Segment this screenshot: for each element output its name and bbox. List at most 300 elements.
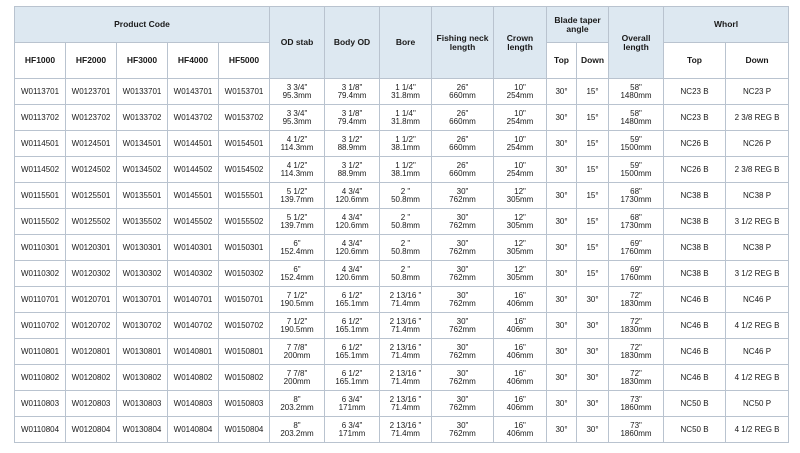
overall-length-cell-line2: 1860mm (620, 402, 652, 412)
product-code-cell: W0150702 (219, 313, 270, 339)
bore-cell-line1: 1 1/2" (395, 134, 416, 144)
whorl-down-cell: NC50 P (726, 391, 789, 417)
product-code-cell: W0110301 (15, 235, 66, 261)
whorl-down-cell: NC26 P (726, 131, 789, 157)
overall-length-cell-line1: 69" (630, 264, 642, 274)
od-stab-cell-line1: 5 1/2" (286, 186, 308, 196)
blade-taper-header (547, 7, 609, 43)
product-code-cell: W0115502 (15, 209, 66, 235)
overall-length-cell (609, 183, 664, 209)
overall-length-header (609, 7, 664, 79)
product-code-cell: W0150302 (219, 261, 270, 287)
od-stab-cell (270, 131, 325, 157)
od-stab-cell-line1: 4 1/2" (286, 134, 308, 144)
bore-cell (380, 105, 432, 131)
crown-length-cell-line1: 12" (514, 238, 526, 248)
taper-down-cell: 15° (577, 235, 609, 261)
fishing-neck-cell (432, 261, 494, 287)
bore-cell (380, 339, 432, 365)
crown-length-cell (494, 417, 547, 443)
product-code-cell: W0130301 (117, 235, 168, 261)
code-header-hf5000: HF5000 (219, 43, 270, 79)
bore-cell-line1: 2 " (400, 238, 411, 248)
overall-header-line1: Overall (621, 32, 651, 43)
overall-length-cell-line1: 72" (630, 316, 642, 326)
whorl-top-cell: NC46 B (664, 365, 726, 391)
taper-down-cell: 15° (577, 157, 609, 183)
product-code-cell: W0130302 (117, 261, 168, 287)
fishing-neck-cell-line2: 660mm (449, 90, 476, 100)
overall-length-cell-line1: 68" (630, 186, 642, 196)
product-code-cell: W0110803 (15, 391, 66, 417)
body-od-cell (325, 183, 380, 209)
product-code-cell: W0110302 (15, 261, 66, 287)
bore-cell-line1: 2 13/16 " (389, 420, 422, 430)
overall-length-cell-line2: 1830mm (620, 376, 652, 386)
product-code-cell: W0133702 (117, 105, 168, 131)
body-od-cell-line1: 6 1/2" (341, 290, 363, 300)
whorl-top-cell: NC38 B (664, 235, 726, 261)
taper-top-cell: 30° (547, 365, 577, 391)
crown-length-cell-line1: 10" (514, 134, 526, 144)
fishing-neck-cell (432, 365, 494, 391)
fishing-neck-cell-line1: 26" (456, 160, 469, 170)
body-od-cell-line1: 6 1/2" (341, 368, 363, 378)
overall-length-cell-line1: 73" (630, 420, 642, 430)
taper-top-cell: 30° (547, 209, 577, 235)
overall-length-cell-line2: 1500mm (620, 142, 652, 152)
crown-length-cell-line1: 12" (514, 212, 526, 222)
whorl-top-cell: NC23 B (664, 79, 726, 105)
crown-length-cell-line1: 16" (514, 316, 526, 326)
bore-cell (380, 235, 432, 261)
crown-length-cell-line1: 16" (514, 342, 526, 352)
crown-header-line1: Crown (506, 32, 534, 43)
taper-down-cell: 30° (577, 417, 609, 443)
taper-down-header: Down (577, 43, 609, 79)
overall-length-cell (609, 209, 664, 235)
crown-length-cell (494, 261, 547, 287)
overall-length-cell-line1: 58" (630, 82, 642, 92)
crown-length-cell-line2: 305mm (506, 272, 534, 282)
product-code-cell: W0154502 (219, 157, 270, 183)
body-od-cell (325, 391, 380, 417)
product-code-cell: W0110802 (15, 365, 66, 391)
crown-length-cell-line2: 406mm (506, 350, 534, 360)
whorl-top-cell: NC38 B (664, 183, 726, 209)
taper-down-cell: 15° (577, 183, 609, 209)
overall-length-cell-line1: 59" (630, 160, 642, 170)
overall-length-cell (609, 79, 664, 105)
body-od-cell-line2: 171mm (338, 428, 366, 438)
product-code-cell: W0155502 (219, 209, 270, 235)
bore-cell-line2: 50.8mm (391, 220, 420, 230)
taper-top-cell: 30° (547, 339, 577, 365)
product-code-cell: W0135502 (117, 209, 168, 235)
overall-length-cell (609, 391, 664, 417)
crown-length-cell (494, 313, 547, 339)
product-code-cell: W0110801 (15, 339, 66, 365)
bore-cell-line1: 2 " (400, 212, 411, 222)
od-stab-cell (270, 235, 325, 261)
crown-length-cell-line1: 10" (514, 82, 526, 92)
overall-length-cell-line2: 1760mm (620, 272, 652, 282)
crown-length-cell (494, 79, 547, 105)
whorl-down-cell: NC46 P (726, 339, 789, 365)
product-code-cell: W0125501 (66, 183, 117, 209)
taper-down-cell: 30° (577, 313, 609, 339)
crown-length-cell-line2: 254mm (506, 168, 534, 178)
table-row (15, 157, 789, 183)
fishing-neck-cell-line2: 762mm (449, 350, 476, 360)
product-code-cell: W0140702 (168, 313, 219, 339)
bore-cell (380, 287, 432, 313)
body-od-cell-line1: 6 1/2" (341, 316, 363, 326)
od-stab-cell-line1: 7 1/2" (286, 316, 308, 326)
blade-taper-header-line1: Blade taper (554, 14, 601, 25)
overall-length-cell (609, 339, 664, 365)
bore-cell-line1: 2 13/16 " (389, 394, 422, 404)
product-code-header: Product Code (15, 7, 270, 43)
body-od-cell-line1: 3 1/2" (341, 134, 363, 144)
overall-length-cell-line2: 1830mm (620, 298, 652, 308)
overall-length-cell-line2: 1860mm (620, 428, 652, 438)
taper-down-cell: 15° (577, 79, 609, 105)
whorl-top-cell: NC23 B (664, 105, 726, 131)
whorl-header: Whorl (664, 7, 789, 43)
od-stab-cell-line1: 5 1/2" (286, 212, 308, 222)
product-code-cell: W0134502 (117, 157, 168, 183)
body-od-cell (325, 235, 380, 261)
crown-length-header (494, 7, 547, 79)
od-stab-cell-line1: 7 7/8" (286, 368, 308, 378)
code-header-hf2000: HF2000 (66, 43, 117, 79)
bore-cell-line1: 2 13/16 " (389, 290, 422, 300)
overall-length-cell-line2: 1730mm (620, 194, 652, 204)
overall-length-cell-line2: 1830mm (620, 324, 652, 334)
crown-length-cell-line1: 16" (514, 368, 526, 378)
crown-length-cell (494, 235, 547, 261)
product-code-cell: W0140301 (168, 235, 219, 261)
od-stab-cell-line1: 8" (293, 394, 301, 404)
table-row (15, 235, 789, 261)
bore-cell (380, 391, 432, 417)
taper-top-cell: 30° (547, 105, 577, 131)
bore-cell (380, 79, 432, 105)
fishing-neck-cell-line1: 30" (456, 264, 469, 274)
taper-top-cell: 30° (547, 183, 577, 209)
crown-length-cell-line2: 406mm (506, 402, 534, 412)
overall-length-cell-line1: 72" (630, 290, 642, 300)
od-stab-cell (270, 209, 325, 235)
fishing-neck-cell (432, 79, 494, 105)
fishing-neck-cell-line1: 30" (456, 342, 469, 352)
table-body (15, 79, 789, 443)
crown-length-cell (494, 365, 547, 391)
table-row (15, 183, 789, 209)
bore-cell (380, 313, 432, 339)
table-row (15, 391, 789, 417)
product-code-cell: W0155501 (219, 183, 270, 209)
product-code-cell: W0144502 (168, 157, 219, 183)
product-code-cell: W0124502 (66, 157, 117, 183)
body-od-cell-line2: 165.1mm (335, 298, 369, 308)
fishing-neck-cell-line1: 26" (456, 134, 469, 144)
product-code-cell: W0140701 (168, 287, 219, 313)
product-code-cell: W0120802 (66, 365, 117, 391)
product-code-cell: W0130701 (117, 287, 168, 313)
bore-cell (380, 157, 432, 183)
fishing-neck-cell-line2: 762mm (449, 402, 476, 412)
crown-length-cell (494, 157, 547, 183)
body-od-cell (325, 365, 380, 391)
code-header-hf4000: HF4000 (168, 43, 219, 79)
body-od-cell-line2: 88.9mm (337, 168, 367, 178)
body-od-cell-line2: 165.1mm (335, 324, 369, 334)
od-stab-cell-line2: 203.2mm (280, 402, 314, 412)
bore-cell-line2: 71.4mm (391, 298, 420, 308)
whorl-top-cell: NC26 B (664, 131, 726, 157)
crown-length-cell-line1: 10" (514, 108, 526, 118)
od-stab-cell (270, 417, 325, 443)
taper-down-cell: 15° (577, 209, 609, 235)
crown-length-cell-line2: 406mm (506, 376, 534, 386)
whorl-top-cell: NC46 B (664, 287, 726, 313)
bore-cell-line2: 71.4mm (391, 350, 420, 360)
taper-top-cell: 30° (547, 79, 577, 105)
fishing-neck-cell-line2: 762mm (449, 298, 476, 308)
product-code-cell: W0150701 (219, 287, 270, 313)
header-row-1 (15, 7, 789, 43)
taper-top-cell: 30° (547, 261, 577, 287)
product-code-cell: W0130804 (117, 417, 168, 443)
whorl-top-cell: NC26 B (664, 157, 726, 183)
product-code-cell: W0125502 (66, 209, 117, 235)
whorl-top-cell: NC50 B (664, 417, 726, 443)
product-code-cell: W0110804 (15, 417, 66, 443)
overall-length-cell (609, 105, 664, 131)
product-code-cell: W0134501 (117, 131, 168, 157)
whorl-down-cell: 4 1/2 REG B (726, 365, 789, 391)
whorl-down-cell: 2 3/8 REG B (726, 157, 789, 183)
fishing-neck-cell-line2: 762mm (449, 220, 476, 230)
overall-length-cell-line1: 72" (630, 342, 642, 352)
fishing-neck-cell-line1: 30" (456, 238, 469, 248)
bore-cell-line2: 71.4mm (391, 402, 420, 412)
bore-cell (380, 261, 432, 287)
whorl-top-cell: NC46 B (664, 313, 726, 339)
od-stab-cell (270, 391, 325, 417)
bore-cell-line2: 31.8mm (391, 116, 420, 126)
fishing-neck-cell-line1: 30" (456, 212, 469, 222)
product-code-cell: W0120301 (66, 235, 117, 261)
crown-length-cell (494, 391, 547, 417)
od-stab-cell-line2: 139.7mm (280, 194, 314, 204)
bore-cell-line1: 1 1/2" (395, 160, 416, 170)
taper-down-cell: 30° (577, 339, 609, 365)
whorl-down-cell: NC23 P (726, 79, 789, 105)
fishing-neck-cell (432, 313, 494, 339)
taper-down-cell: 30° (577, 287, 609, 313)
product-code-cell: W0123702 (66, 105, 117, 131)
body-od-cell (325, 287, 380, 313)
bore-cell (380, 365, 432, 391)
fishing-neck-cell-line2: 660mm (449, 168, 476, 178)
bore-cell-line2: 38.1mm (391, 142, 420, 152)
fishing-neck-cell (432, 339, 494, 365)
taper-down-cell: 30° (577, 391, 609, 417)
product-code-cell: W0110701 (15, 287, 66, 313)
taper-top-cell: 30° (547, 131, 577, 157)
product-code-cell: W0113701 (15, 79, 66, 105)
taper-top-cell: 30° (547, 313, 577, 339)
overall-length-cell-line2: 1730mm (620, 220, 652, 230)
body-od-header: Body OD (325, 7, 380, 79)
product-code-cell: W0140804 (168, 417, 219, 443)
product-code-cell: W0114502 (15, 157, 66, 183)
whorl-top-header: Top (664, 43, 726, 79)
od-stab-cell-line1: 8" (293, 420, 301, 430)
bore-cell-line1: 2 13/16 " (389, 368, 422, 378)
overall-length-cell (609, 157, 664, 183)
body-od-cell-line1: 3 1/2" (341, 160, 363, 170)
fishing-neck-cell (432, 105, 494, 131)
crown-length-cell (494, 339, 547, 365)
fishing-neck-cell-line1: 30" (456, 394, 469, 404)
od-stab-cell-line2: 190.5mm (280, 298, 314, 308)
od-stab-cell-line1: 7 7/8" (286, 342, 308, 352)
product-code-cell: W0150803 (219, 391, 270, 417)
fishing-neck-cell-line2: 762mm (449, 272, 476, 282)
bore-header: Bore (380, 7, 432, 79)
od-stab-cell-line1: 3 3/4" (286, 108, 308, 118)
od-stab-cell (270, 79, 325, 105)
od-stab-cell-line2: 152.4mm (280, 272, 314, 282)
body-od-cell (325, 131, 380, 157)
od-stab-cell (270, 365, 325, 391)
bore-cell (380, 183, 432, 209)
fishing-neck-cell (432, 287, 494, 313)
body-od-cell-line2: 120.6mm (335, 272, 369, 282)
whorl-down-cell: NC46 P (726, 287, 789, 313)
fishing-neck-cell-line2: 762mm (449, 376, 476, 386)
bore-cell-line1: 2 " (400, 264, 411, 274)
table-row (15, 261, 789, 287)
whorl-top-cell: NC46 B (664, 339, 726, 365)
fishing-neck-header-line2: length (449, 41, 476, 52)
body-od-cell (325, 261, 380, 287)
product-code-cell: W0130801 (117, 339, 168, 365)
fishing-neck-header (432, 7, 494, 79)
product-code-cell: W0140302 (168, 261, 219, 287)
bore-cell-line2: 71.4mm (391, 376, 420, 386)
product-code-cell: W0130802 (117, 365, 168, 391)
product-code-cell: W0150301 (219, 235, 270, 261)
table-row (15, 313, 789, 339)
product-code-cell: W0120701 (66, 287, 117, 313)
body-od-cell-line2: 165.1mm (335, 376, 369, 386)
taper-down-cell: 15° (577, 131, 609, 157)
od-stab-cell-line2: 95.3mm (282, 116, 312, 126)
od-stab-cell (270, 287, 325, 313)
body-od-cell-line1: 3 1/8" (341, 82, 363, 92)
product-code-cell: W0130803 (117, 391, 168, 417)
od-stab-cell-line2: 200mm (283, 376, 311, 386)
fishing-neck-cell-line1: 30" (456, 316, 469, 326)
product-code-cell: W0115501 (15, 183, 66, 209)
body-od-cell (325, 157, 380, 183)
crown-length-cell-line2: 305mm (506, 246, 534, 256)
od-stab-cell-line1: 6" (293, 264, 301, 274)
crown-length-cell (494, 183, 547, 209)
crown-length-cell-line2: 406mm (506, 428, 534, 438)
od-stab-cell-line2: 114.3mm (280, 168, 314, 178)
od-stab-cell-line2: 203.2mm (280, 428, 314, 438)
code-header-hf3000: HF3000 (117, 43, 168, 79)
product-code-cell: W0120302 (66, 261, 117, 287)
od-stab-cell-line2: 95.3mm (282, 90, 312, 100)
fishing-neck-cell (432, 391, 494, 417)
crown-length-cell (494, 287, 547, 313)
od-stab-cell-line1: 7 1/2" (286, 290, 308, 300)
whorl-down-cell: 2 3/8 REG B (726, 105, 789, 131)
bore-cell-line1: 1 1/4" (395, 82, 416, 92)
table-row (15, 105, 789, 131)
crown-header-line2: length (507, 41, 533, 52)
product-code-cell: W0120804 (66, 417, 117, 443)
overall-length-cell (609, 313, 664, 339)
whorl-down-cell: 4 1/2 REG B (726, 417, 789, 443)
whorl-down-cell: 4 1/2 REG B (726, 313, 789, 339)
body-od-cell-line1: 6 3/4" (341, 394, 363, 404)
body-od-cell-line1: 6 1/2" (341, 342, 363, 352)
od-stab-cell (270, 261, 325, 287)
overall-length-cell-line1: 69" (630, 238, 642, 248)
od-stab-cell (270, 183, 325, 209)
crown-length-cell-line1: 12" (514, 264, 526, 274)
taper-down-cell: 15° (577, 261, 609, 287)
crown-length-cell-line2: 305mm (506, 220, 534, 230)
whorl-down-cell: 3 1/2 REG B (726, 261, 789, 287)
od-stab-cell-line1: 3 3/4" (286, 82, 308, 92)
fishing-neck-cell-line2: 762mm (449, 324, 476, 334)
fishing-neck-cell (432, 235, 494, 261)
product-code-cell: W0150802 (219, 365, 270, 391)
whorl-down-cell: NC38 P (726, 235, 789, 261)
taper-down-cell: 15° (577, 105, 609, 131)
overall-length-cell-line1: 58" (630, 108, 642, 118)
body-od-cell-line1: 4 3/4" (341, 186, 363, 196)
body-od-cell-line2: 79.4mm (337, 90, 367, 100)
crown-length-cell-line2: 254mm (506, 90, 534, 100)
fishing-neck-cell-line2: 660mm (449, 116, 476, 126)
body-od-cell (325, 339, 380, 365)
overall-length-cell-line2: 1480mm (620, 90, 652, 100)
overall-header-line2: length (623, 41, 649, 52)
product-code-cell: W0120801 (66, 339, 117, 365)
bore-cell-line2: 71.4mm (391, 324, 420, 334)
product-code-cell: W0113702 (15, 105, 66, 131)
bore-cell (380, 131, 432, 157)
taper-top-cell: 30° (547, 287, 577, 313)
table-row (15, 131, 789, 157)
body-od-cell (325, 105, 380, 131)
body-od-cell-line1: 4 3/4" (341, 212, 363, 222)
whorl-down-header: Down (726, 43, 789, 79)
body-od-cell-line1: 3 1/8" (341, 108, 363, 118)
crown-length-cell-line2: 406mm (506, 298, 534, 308)
product-code-cell: W0110702 (15, 313, 66, 339)
